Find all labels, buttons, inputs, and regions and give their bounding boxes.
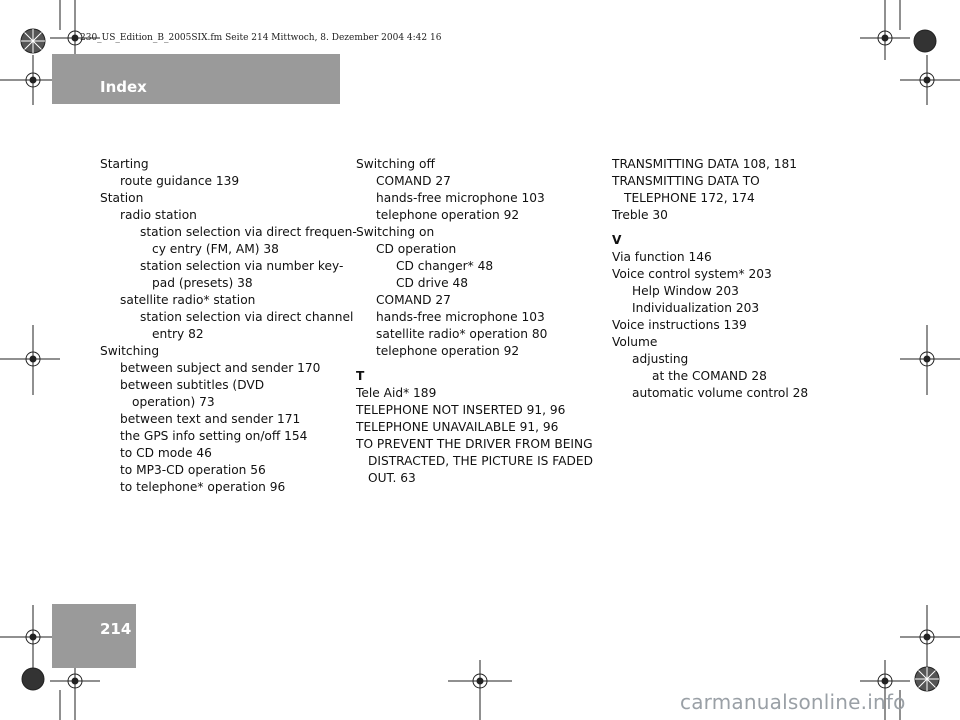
index-entry: station selection via direct frequen- xyxy=(140,225,357,239)
index-entry: at the COMAND 28 xyxy=(652,369,767,383)
index-entry: operation) 73 xyxy=(132,395,215,409)
dot-mark-top-right xyxy=(914,30,936,52)
index-entry: cy entry (FM, AM) 38 xyxy=(152,242,279,256)
crosshair-mark-right-bottom xyxy=(900,605,960,670)
index-entry: TELEPHONE 172, 174 xyxy=(624,191,755,205)
index-entry: between subtitles (DVD xyxy=(120,378,265,392)
index-column-3 xyxy=(612,156,912,402)
index-entry: Voice control system* 203 xyxy=(612,267,772,281)
index-entry: Switching on xyxy=(356,225,435,239)
index-entry: station selection via number key- xyxy=(140,259,344,273)
index-entry: satellite radio* operation 80 xyxy=(376,327,548,341)
index-entry: Volume xyxy=(612,335,658,349)
index-entry: telephone operation 92 xyxy=(376,344,520,358)
index-entry: DISTRACTED, THE PICTURE IS FADED xyxy=(368,454,593,468)
index-entry: between subject and sender 170 xyxy=(120,361,321,375)
index-entry: route guidance 139 xyxy=(120,174,240,188)
index-entry: Help Window 203 xyxy=(632,284,739,298)
index-entry: telephone operation 92 xyxy=(376,208,520,222)
index-column-2 xyxy=(356,156,601,487)
section-title: Index xyxy=(100,78,147,96)
index-entry: Station xyxy=(100,191,144,205)
index-entry: CD changer* 48 xyxy=(396,259,494,273)
crosshair-mark-top-2 xyxy=(860,0,910,60)
index-entry: pad (presets) 38 xyxy=(152,276,253,290)
watermark: carmanualsonline.info xyxy=(680,690,906,714)
index-entry: radio station xyxy=(120,208,197,222)
page-number: 214 xyxy=(100,620,132,638)
dot-mark-bottom-left xyxy=(22,668,44,690)
section-band xyxy=(52,54,340,104)
crosshair-mark-left-middle xyxy=(0,325,60,395)
index-letter-heading: T xyxy=(356,369,365,383)
index-entry: satellite radio* station xyxy=(120,293,256,307)
index-entry: entry 82 xyxy=(152,327,204,341)
index-entry: COMAND 27 xyxy=(376,293,451,307)
crosshair-mark-bottom-1 xyxy=(50,660,100,720)
index-entry: adjusting xyxy=(632,352,689,366)
index-entry: between text and sender 171 xyxy=(120,412,301,426)
index-entry: TRANSMITTING DATA TO xyxy=(612,174,760,188)
index-entry: the GPS info setting on/off 154 xyxy=(120,429,308,443)
crosshair-mark-top-1 xyxy=(50,0,100,60)
index-entry: TO PREVENT THE DRIVER FROM BEING xyxy=(356,437,593,451)
sunburst-mark-top-left xyxy=(21,29,45,53)
index-entry: Via function 146 xyxy=(612,250,712,264)
index-entry: Tele Aid* 189 xyxy=(356,386,437,400)
index-entry: Voice instructions 139 xyxy=(612,318,747,332)
index-entry: station selection via direct channel xyxy=(140,310,354,324)
crosshair-mark-bottom-center xyxy=(448,660,512,720)
file-info-header: 230_US_Edition_B_2005SIX.fm Seite 214 Mittwoch, 8. Dezember 2004 4:42 16 xyxy=(80,33,442,43)
index-entry: CD operation xyxy=(376,242,457,256)
index-letter-heading: V xyxy=(612,233,622,247)
index-entry: Individualization 203 xyxy=(632,301,760,315)
index-entry: CD drive 48 xyxy=(396,276,468,290)
index-entry: Switching xyxy=(100,344,160,358)
index-entry: TELEPHONE UNAVAILABLE 91, 96 xyxy=(356,420,559,434)
index-entry: automatic volume control 28 xyxy=(632,386,809,400)
index-entry: to telephone* operation 96 xyxy=(120,480,286,494)
index-entry: OUT. 63 xyxy=(368,471,416,485)
index-entry: Treble 30 xyxy=(612,208,668,222)
index-entry: TRANSMITTING DATA 108, 181 xyxy=(612,157,797,171)
crosshair-mark-left-bottom xyxy=(0,605,60,670)
index-column-1 xyxy=(100,156,357,496)
index-entry: hands-free microphone 103 xyxy=(376,310,545,324)
crosshair-mark-left-top xyxy=(0,55,60,105)
crosshair-mark-right-top xyxy=(900,55,960,105)
index-entry: Starting xyxy=(100,157,149,171)
index-entry: COMAND 27 xyxy=(376,174,451,188)
index-entry: hands-free microphone 103 xyxy=(376,191,545,205)
index-entry: to CD mode 46 xyxy=(120,446,212,460)
index-entry: to MP3-CD operation 56 xyxy=(120,463,266,477)
sunburst-mark-bottom-right xyxy=(915,667,939,691)
index-entry: TELEPHONE NOT INSERTED 91, 96 xyxy=(356,403,566,417)
index-entry: Switching off xyxy=(356,157,435,171)
